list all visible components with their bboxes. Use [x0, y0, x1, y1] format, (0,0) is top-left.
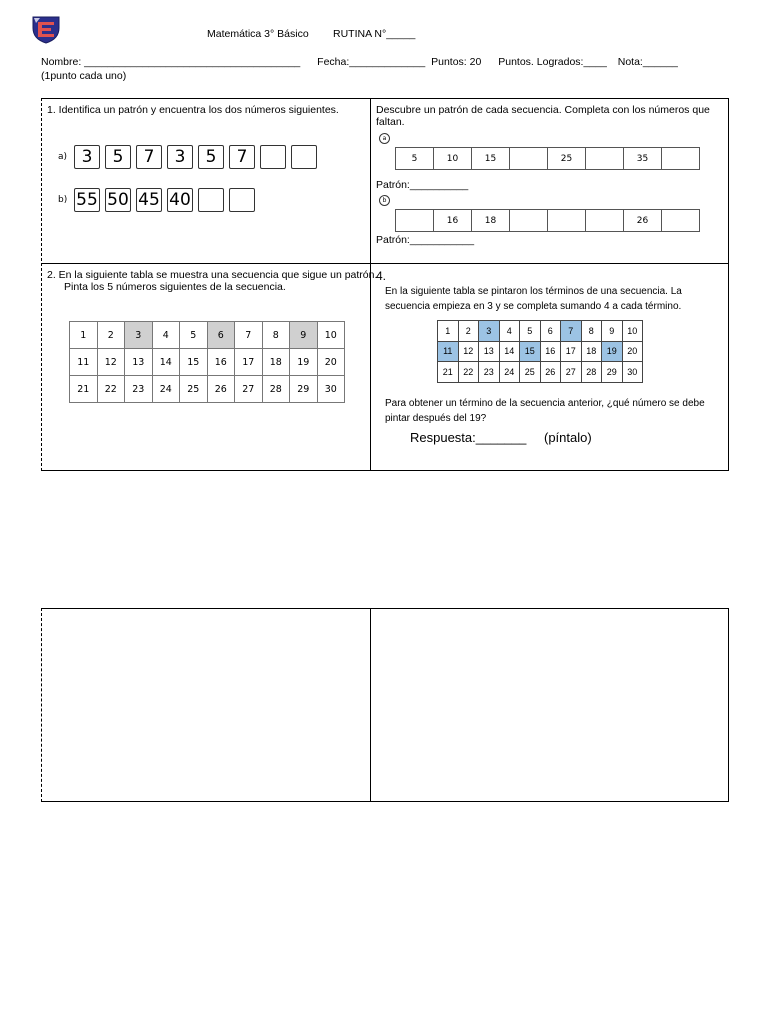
q2-cell[interactable]: 16: [207, 349, 235, 376]
seq-a-cell: 25: [548, 148, 586, 170]
q4-cell[interactable]: 4: [499, 321, 520, 342]
q2-cell[interactable]: 21: [70, 376, 98, 403]
q4-cell[interactable]: 18: [581, 341, 602, 362]
seq-a-cell: 15: [472, 148, 510, 170]
q2-cell[interactable]: 15: [180, 349, 208, 376]
q1-b-answer-box[interactable]: [229, 188, 255, 212]
q2-cell[interactable]: 11: [70, 349, 98, 376]
q4-number: 4.: [376, 269, 387, 283]
q2-cell[interactable]: 30: [317, 376, 345, 403]
q2-cell[interactable]: 10: [317, 322, 345, 349]
q1-instruction: 1. Identifica un patrón y encuentra los dos números siguientes.: [47, 104, 339, 116]
q4-cell[interactable]: 5: [520, 321, 541, 342]
q2-cell[interactable]: 17: [235, 349, 263, 376]
q1-row-b: [58, 188, 260, 212]
table-row: [70, 349, 345, 376]
q1-a-box: 3: [74, 145, 100, 169]
q4-cell[interactable]: 17: [561, 341, 582, 362]
q2-cell[interactable]: 26: [207, 376, 235, 403]
q4-cell[interactable]: 28: [581, 362, 602, 383]
q4-cell[interactable]: 14: [499, 341, 520, 362]
seq-a-answer-cell[interactable]: [662, 148, 700, 170]
q1-a-answer-box[interactable]: [291, 145, 317, 169]
q4-cell[interactable]: 13: [479, 341, 500, 362]
school-logo: [30, 14, 62, 44]
q2-cell[interactable]: 28: [262, 376, 290, 403]
q4-cell-blue[interactable]: 19: [602, 341, 623, 362]
q1-a-box: 7: [136, 145, 162, 169]
table-row: [438, 341, 643, 362]
q1-a-box: 7: [229, 145, 255, 169]
q4-cell[interactable]: 21: [438, 362, 459, 383]
seq-b-answer-cell[interactable]: [548, 210, 586, 232]
q4-cell[interactable]: 12: [458, 341, 479, 362]
q2-cell[interactable]: 24: [152, 376, 180, 403]
q4-cell[interactable]: 8: [581, 321, 602, 342]
q2-cell[interactable]: 20: [317, 349, 345, 376]
sequence-b-table: [395, 209, 700, 232]
q4-cell[interactable]: 6: [540, 321, 561, 342]
q4-cell[interactable]: 22: [458, 362, 479, 383]
q2-cell[interactable]: 2: [97, 322, 125, 349]
q1-a-box: 5: [198, 145, 224, 169]
q2-cell[interactable]: 7: [235, 322, 263, 349]
points-obtained-field[interactable]: Puntos. Logrados:____: [498, 56, 607, 68]
q4-question: Para obtener un término de la secuencia anterior, ¿qué número se debe pintar después del 19?: [385, 398, 705, 424]
q4-cell[interactable]: 16: [540, 341, 561, 362]
q2-cell[interactable]: 1: [70, 322, 98, 349]
worksheet-title: Matemática 3° Básico: [207, 28, 309, 40]
grade-field[interactable]: Nota:______: [617, 56, 678, 68]
q4-cell[interactable]: 24: [499, 362, 520, 383]
sequence-a-table: [395, 147, 700, 170]
table-row: [438, 321, 643, 342]
q2-cell[interactable]: 23: [125, 376, 153, 403]
q4-cell[interactable]: 9: [602, 321, 623, 342]
q2-cell[interactable]: 14: [152, 349, 180, 376]
q4-cell[interactable]: 10: [622, 321, 643, 342]
q4-cell[interactable]: 25: [520, 362, 541, 383]
q4-cell-blue[interactable]: 7: [561, 321, 582, 342]
q4-cell[interactable]: 27: [561, 362, 582, 383]
seq-b-answer-cell[interactable]: [662, 210, 700, 232]
q4-cell[interactable]: 30: [622, 362, 643, 383]
name-field[interactable]: Nombre: _____________________________________: [41, 56, 301, 68]
q4-answer-field[interactable]: Respuesta:_______: [410, 430, 527, 445]
seq-b-answer-cell[interactable]: [510, 210, 548, 232]
q1-b-box: 45: [136, 188, 162, 212]
marker-a-icon: a: [379, 133, 390, 144]
q4-cell[interactable]: 20: [622, 341, 643, 362]
q1-b-box: 50: [105, 188, 131, 212]
q2-cell-grey[interactable]: 6: [207, 322, 235, 349]
q1-a-box: 5: [105, 145, 131, 169]
q4-statement: En la siguiente tabla se pintaron los términos de una secuencia. La secuencia empieza en 3 y se completa sumando 4 a cada término.: [385, 286, 682, 312]
q2-cell[interactable]: 25: [180, 376, 208, 403]
pattern-b-field[interactable]: Patrón:___________: [376, 234, 475, 246]
table-row: [70, 376, 345, 403]
q1-row-b-label: b): [58, 195, 68, 205]
date-field[interactable]: Fecha:_____________: [317, 56, 426, 68]
seq-b-answer-cell[interactable]: [396, 210, 434, 232]
q4-cell-blue[interactable]: 15: [520, 341, 541, 362]
q4-cell[interactable]: 2: [458, 321, 479, 342]
q1-b-answer-box[interactable]: [198, 188, 224, 212]
q2-cell[interactable]: 19: [290, 349, 318, 376]
q2-cell-grey[interactable]: 9: [290, 322, 318, 349]
q4-number-table: [437, 320, 643, 383]
seq-a-cell: 35: [624, 148, 662, 170]
q4-cell[interactable]: 1: [438, 321, 459, 342]
scoring-note: (1punto cada uno): [41, 70, 127, 82]
total-points: Puntos: 20: [431, 56, 482, 68]
q1-row-a: [58, 145, 322, 169]
q2-cell[interactable]: 4: [152, 322, 180, 349]
seq-a-answer-cell[interactable]: [510, 148, 548, 170]
q2-cell[interactable]: 12: [97, 349, 125, 376]
q4-answer-hint: (píntalo): [544, 430, 592, 445]
table-row: [70, 322, 345, 349]
q4-cell[interactable]: 26: [540, 362, 561, 383]
q1-a-box: 3: [167, 145, 193, 169]
marker-b-icon: b: [379, 195, 390, 206]
q4-cell-blue[interactable]: 3: [479, 321, 500, 342]
q4-cell-blue[interactable]: 11: [438, 341, 459, 362]
q2-cell[interactable]: 13: [125, 349, 153, 376]
q1-row-a-label: a): [58, 152, 68, 162]
q2-cell[interactable]: 22: [97, 376, 125, 403]
q2-cell[interactable]: 8: [262, 322, 290, 349]
student-info-line: [41, 56, 678, 68]
pattern-a-field[interactable]: Patrón:__________: [376, 179, 469, 191]
routine-number: RUTINA N°_____: [333, 28, 416, 40]
seq-a-answer-cell[interactable]: [586, 148, 624, 170]
q2-cell[interactable]: 27: [235, 376, 263, 403]
grid-divider-horizontal: [41, 263, 729, 264]
q4-cell[interactable]: 23: [479, 362, 500, 383]
seq-b-cell: 16: [434, 210, 472, 232]
table-row: [438, 362, 643, 383]
q2-cell[interactable]: 5: [180, 322, 208, 349]
seq-a-cell: 10: [434, 148, 472, 170]
q2-cell[interactable]: 29: [290, 376, 318, 403]
q1-b-box: 40: [167, 188, 193, 212]
q1-b-box: 55: [74, 188, 100, 212]
q2-cell[interactable]: 18: [262, 349, 290, 376]
empty-grid-divider: [370, 608, 371, 801]
seq-b-cell: 26: [624, 210, 662, 232]
q2-cell-grey[interactable]: 3: [125, 322, 153, 349]
q2-number-table: [69, 321, 345, 403]
empty-exercise-grid: [41, 608, 729, 802]
q2-instruction: 2. En la siguiente tabla se muestra una secuencia que sigue un patrón. Pinta los 5 números siguientes de la secuencia.: [47, 269, 378, 293]
q-sequences-instruction: Descubre un patrón de cada secuencia. Completa con los números que faltan.: [376, 104, 710, 128]
seq-a-cell: 5: [396, 148, 434, 170]
seq-b-cell: 18: [472, 210, 510, 232]
q1-a-answer-box[interactable]: [260, 145, 286, 169]
seq-b-answer-cell[interactable]: [586, 210, 624, 232]
q4-cell[interactable]: 29: [602, 362, 623, 383]
